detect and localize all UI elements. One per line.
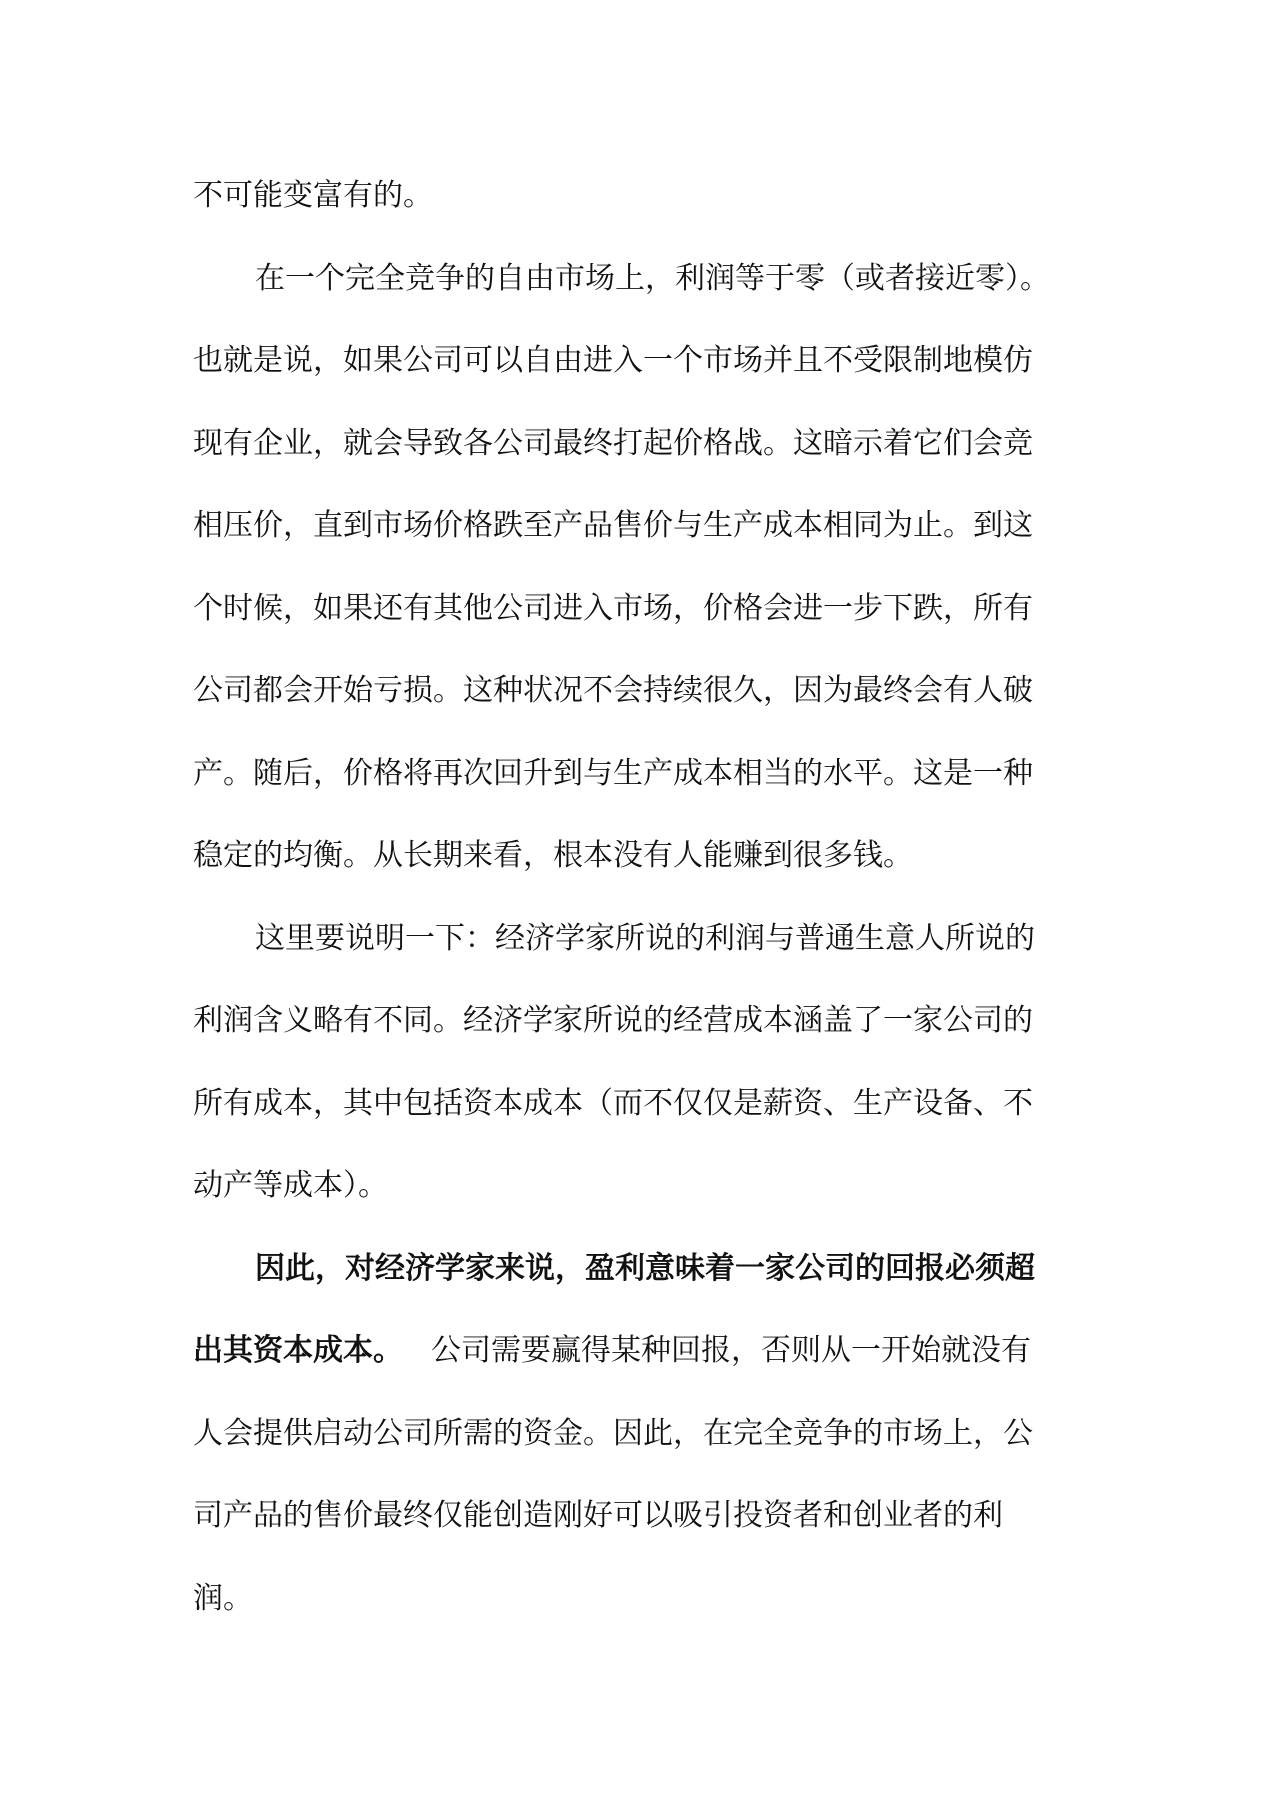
text-line: 也就是说，如果公司可以自由进入一个市场并且不受限制地模仿 [193, 343, 1033, 378]
regular-text: 公司需要赢得某种回报，否则从一开始就没有 [431, 1333, 1031, 1368]
text-line: 稳定的均衡。从长期来看，根本没有人能赚到很多钱。 [193, 838, 913, 873]
text-line: 司产品的售价最终仅能创造刚好可以吸引投资者和创业者的利 [193, 1498, 1003, 1533]
text-line: 公司都会开始亏损。这种状况不会持续很久，因为最终会有人破 [193, 673, 1033, 708]
mixed-text-line [193, 1310, 1083, 1393]
text-line: 产。随后，价格将再次回升到与生产成本相当的水平。这是一种 [193, 755, 1033, 791]
text-line: 现有企业，就会导致各公司最终打起价格战。这暗示着它们会竞 [193, 425, 1033, 461]
text-line: 人会提供启动公司所需的资金。因此，在完全竞争的市场上，公 [193, 1415, 1033, 1451]
body-text [193, 155, 1083, 1640]
bold-text: 出其资本成本。 [193, 1333, 403, 1368]
text-line: 个时候，如果还有其他公司进入市场，价格会进一步下跌，所有 [193, 590, 1033, 626]
text-line: 动产等成本）。 [193, 1168, 388, 1203]
paragraph-start: 在一个完全竞争的自由市场上，利润等于零（或者接近零）。 [255, 260, 1050, 296]
text-line: 不可能变富有的。 [193, 178, 433, 213]
text-line: 所有成本，其中包括资本成本（而不仅仅是薪资、生产设备、不 [193, 1085, 1033, 1121]
text-line: 润。 [193, 1580, 253, 1616]
text-line: 相压价，直到市场价格跌至产品售价与生产成本相同为止。到这 [193, 508, 1033, 543]
bold-paragraph-start: 因此，对经济学家来说，盈利意味着一家公司的回报必须超 [255, 1250, 1035, 1286]
paragraph-start: 这里要说明一下：经济学家所说的利润与普通生意人所说的 [255, 920, 1035, 956]
text-line: 利润含义略有不同。经济学家所说的经营成本涵盖了一家公司的 [193, 1003, 1033, 1038]
